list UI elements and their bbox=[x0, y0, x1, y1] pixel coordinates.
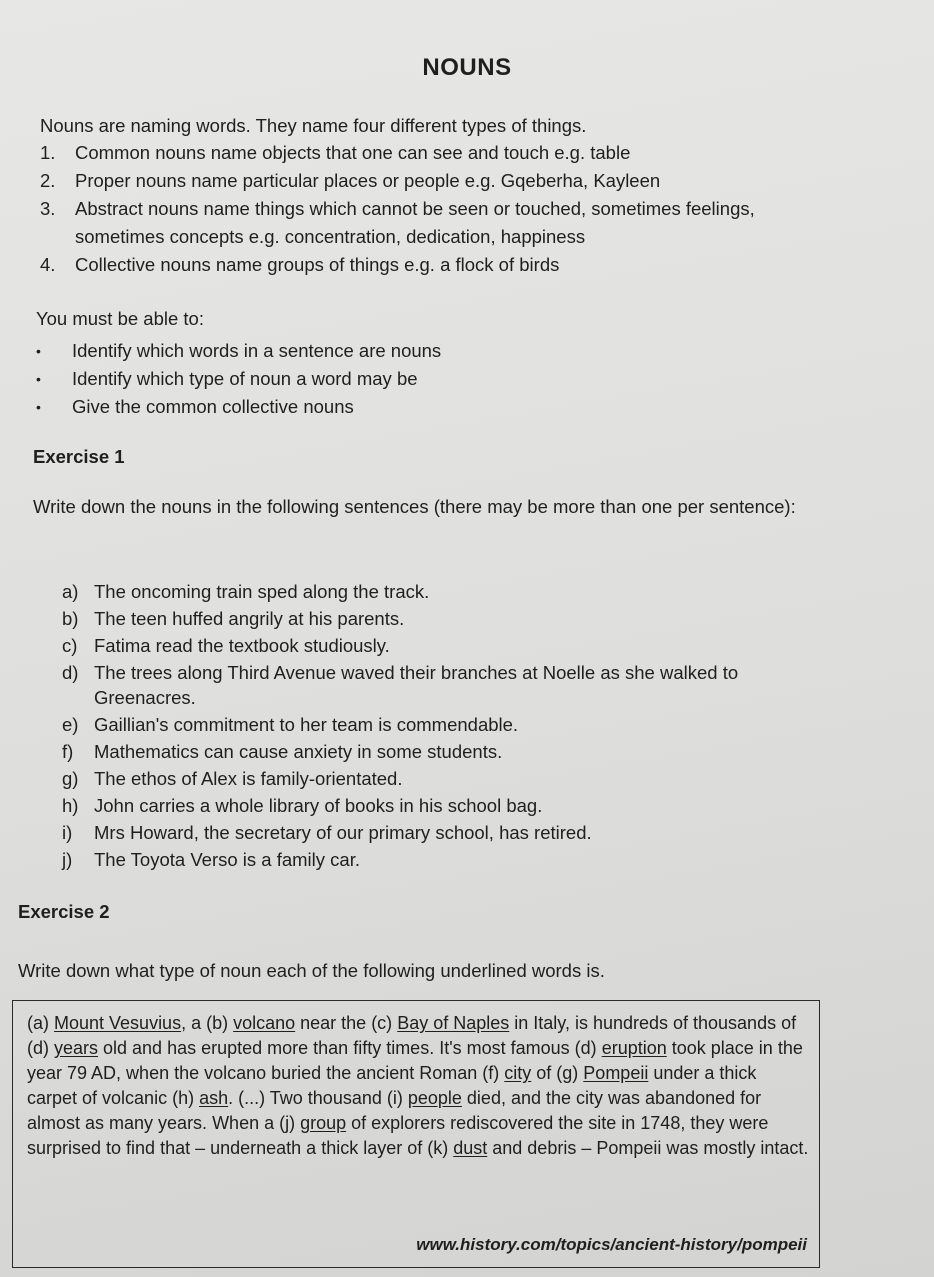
list-item bbox=[62, 766, 842, 791]
item-text: The Toyota Verso is a family car. bbox=[94, 849, 360, 870]
passage-segment: . (...) Two thousand (i) bbox=[228, 1088, 408, 1108]
item-label: c) bbox=[62, 635, 78, 656]
item-text: Give the common collective nouns bbox=[72, 396, 354, 417]
item-text: Common nouns name objects that one can see and touch e.g. table bbox=[75, 142, 631, 163]
item-text: Mrs Howard, the secretary of our primary school, has retired. bbox=[94, 822, 592, 843]
exercise-1-heading: Exercise 1 bbox=[33, 446, 125, 467]
passage-segment: of explorers rediscovered the site in 1748, they were surprised to find that – underneath a thick layer of (k) bbox=[27, 1113, 769, 1158]
passage-segment: and debris – Pompeii was mostly intact. bbox=[487, 1138, 809, 1158]
item-text: Collective nouns name groups of things e.g. a flock of birds bbox=[75, 254, 560, 275]
item-text: The teen huffed angrily at his parents. bbox=[94, 608, 405, 629]
passage-segment: old and has erupted more than fifty times. It's most famous (d) bbox=[98, 1038, 602, 1058]
list-item bbox=[32, 365, 441, 393]
list-item bbox=[40, 195, 835, 251]
list-item bbox=[32, 337, 441, 365]
list-item bbox=[62, 633, 842, 658]
underlined-word: Bay of Naples bbox=[397, 1013, 510, 1033]
underlined-word: Mount Vesuvius bbox=[54, 1013, 182, 1033]
exercise-2-heading: Exercise 2 bbox=[18, 901, 110, 922]
item-label: b) bbox=[62, 608, 79, 629]
item-text: Abstract nouns name things which cannot be seen or touched, sometimes feelings, sometimes concepts e.g. concentration, dedication, happiness bbox=[75, 198, 755, 247]
skills-list bbox=[32, 337, 441, 421]
passage-segment: of (g) bbox=[531, 1063, 584, 1083]
item-text: The oncoming train sped along the track. bbox=[94, 581, 430, 602]
passage-segment: near the (c) bbox=[295, 1013, 398, 1033]
item-number: 3. bbox=[40, 198, 56, 219]
passage-segment: in Italy, is hundreds of thousands of (d) bbox=[27, 1013, 797, 1058]
passage-segment: under a thick carpet of volcanic (h) bbox=[27, 1063, 757, 1108]
bullet-icon: • bbox=[36, 343, 41, 359]
exercise-1-sentences bbox=[62, 579, 842, 874]
list-item bbox=[40, 167, 835, 195]
item-number: 1. bbox=[40, 142, 56, 163]
passage-box bbox=[12, 1000, 820, 1268]
passage-segment: , a (b) bbox=[181, 1013, 234, 1033]
underlined-word: dust bbox=[453, 1138, 488, 1158]
item-number: 4. bbox=[40, 254, 56, 275]
item-text: The ethos of Alex is family-orientated. bbox=[94, 768, 403, 789]
list-item bbox=[62, 660, 842, 710]
source-citation: www.history.com/topics/ancient-history/pompeii bbox=[416, 1235, 807, 1254]
underlined-word: eruption bbox=[601, 1038, 667, 1058]
item-label: g) bbox=[62, 768, 79, 789]
list-item bbox=[40, 251, 835, 279]
item-number: 2. bbox=[40, 170, 56, 191]
item-label: j) bbox=[62, 849, 73, 870]
item-text: Identify which words in a sentence are nouns bbox=[72, 340, 442, 361]
bullet-icon: • bbox=[36, 399, 41, 415]
underlined-word: Pompeii bbox=[583, 1063, 649, 1083]
list-item bbox=[62, 606, 842, 631]
must-heading: You must be able to: bbox=[36, 308, 204, 329]
exercise-1-instruction: Write down the nouns in the following sentences (there may be more than one per sentence): bbox=[33, 496, 796, 517]
underlined-word: ash bbox=[199, 1088, 229, 1108]
item-label: i) bbox=[62, 822, 73, 843]
item-text: The trees along Third Avenue waved their branches at Noelle as she walked to Greenacres. bbox=[94, 662, 739, 708]
item-text: Mathematics can cause anxiety in some students. bbox=[94, 741, 503, 762]
list-item bbox=[62, 579, 842, 604]
list-item bbox=[32, 393, 441, 421]
item-text: Gaillian's commitment to her team is commendable. bbox=[94, 714, 519, 735]
list-item bbox=[62, 793, 842, 818]
underlined-word: volcano bbox=[233, 1013, 296, 1033]
underlined-word: years bbox=[54, 1038, 99, 1058]
passage-segment: took place in the year 79 AD, when the volcano buried the ancient Roman (f) bbox=[27, 1038, 803, 1083]
item-label: a) bbox=[62, 581, 79, 602]
underlined-word: city bbox=[504, 1063, 532, 1083]
item-label: e) bbox=[62, 714, 79, 735]
item-label: f) bbox=[62, 741, 74, 762]
passage-segment: (a) bbox=[27, 1013, 54, 1033]
item-text: Identify which type of noun a word may be bbox=[72, 368, 418, 389]
passage-segment: died, and the city was abandoned for almost as many years. When a (j) bbox=[27, 1088, 762, 1133]
exercise-2-instruction: Write down what type of noun each of the following underlined words is. bbox=[18, 960, 605, 981]
item-text: Proper nouns name particular places or people e.g. Gqeberha, Kayleen bbox=[75, 170, 661, 191]
item-label: d) bbox=[62, 662, 79, 683]
list-item bbox=[62, 712, 842, 737]
underlined-word: group bbox=[300, 1113, 347, 1133]
list-item bbox=[62, 739, 842, 764]
passage-text bbox=[27, 1011, 809, 1161]
item-text: Fatima read the textbook studiously. bbox=[94, 635, 390, 656]
list-item bbox=[40, 139, 835, 167]
page-title: NOUNS bbox=[422, 54, 512, 81]
underlined-word: people bbox=[407, 1088, 462, 1108]
noun-types-list bbox=[40, 139, 835, 279]
intro-text: Nouns are naming words. They name four different types of things. bbox=[40, 115, 587, 136]
list-item bbox=[62, 820, 842, 845]
list-item bbox=[62, 847, 842, 872]
item-text: John carries a whole library of books in his school bag. bbox=[94, 795, 543, 816]
bullet-icon: • bbox=[36, 371, 41, 387]
item-label: h) bbox=[62, 795, 79, 816]
